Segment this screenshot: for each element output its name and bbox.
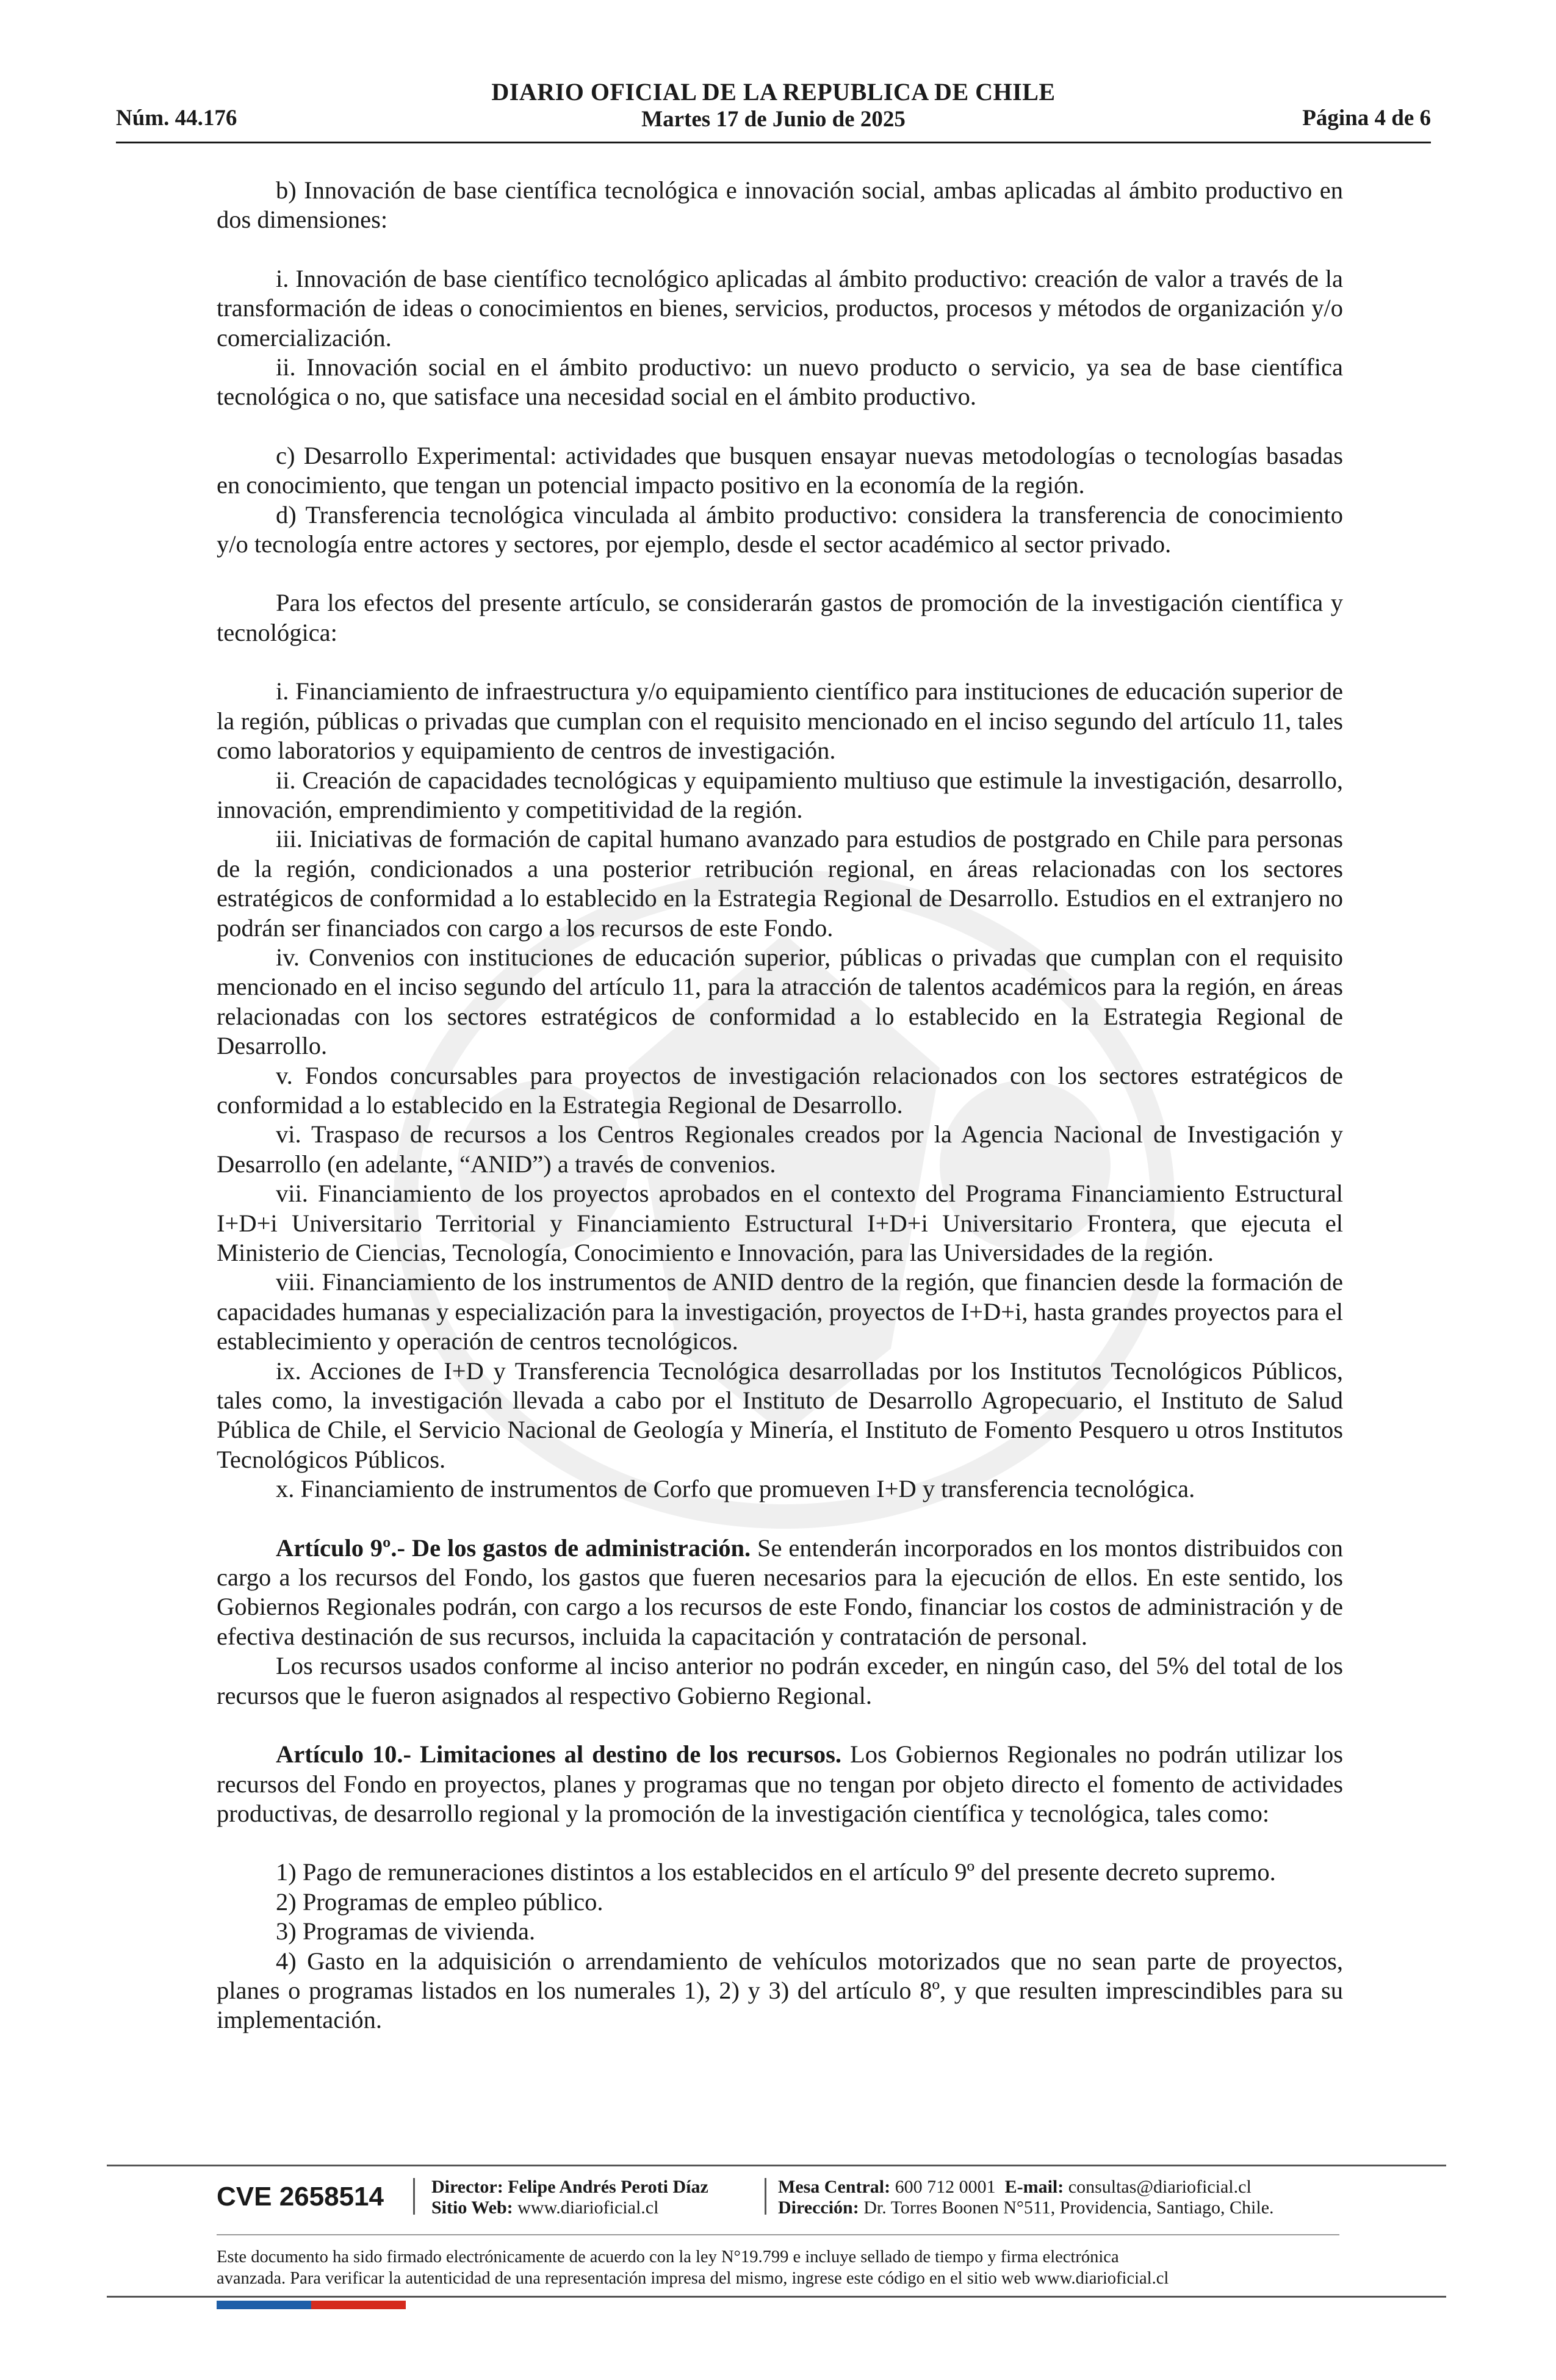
body-paragraph xyxy=(217,1179,1343,1268)
body-paragraph xyxy=(217,353,1343,412)
paragraph-text: vi. Traspaso de recursos a los Centros Regionales creados por la Agencia Nacional de Investigación y Desarrollo (en adelante, “ANID”) a través de convenios. xyxy=(217,1120,1343,1178)
footer-contact-column xyxy=(778,2177,1274,2218)
body-paragraph xyxy=(217,824,1343,943)
publication-date: Martes 17 de Junio de 2025 xyxy=(641,107,906,132)
masthead xyxy=(116,78,1431,133)
publication-title: DIARIO OFICIAL DE LA REPUBLICA DE CHILE xyxy=(491,78,1056,106)
paragraph-text: Para los efectos del presente artículo, se considerarán gastos de promoción de la investigación científica y tecnológica: xyxy=(217,589,1343,646)
body-paragraph xyxy=(217,943,1343,1061)
paragraph-text: Se entenderán incorporados en los montos distribuidos con cargo a los recursos del Fondo, los gastos que fueren necesarios para la ejecución de ellos. En este sentido, los Gobiernos Regionales podrán, con cargo a los recursos de este Fondo, financiar los costos de administración y de efectiva destinación de sus recursos, incluida la capacitación y contratación de personal. xyxy=(217,1534,1343,1650)
page-header xyxy=(116,78,1431,146)
paragraph-text: 4) Gasto en la adquisición o arrendamiento de vehículos motorizados que no sean parte de proyectos, planes o programas listados en los numerales 1), 2) y 3) del artículo 8º, y que resulten imprescindibles para su implementación. xyxy=(217,1947,1343,2034)
paragraph-text: 1) Pago de remuneraciones distintos a los establecidos en el artículo 9º del presente decreto supremo. xyxy=(276,1858,1276,1886)
footer-director-column xyxy=(431,2177,708,2218)
paragraph-text: i. Innovación de base científico tecnológico aplicadas al ámbito productivo: creación de valor a través de la transformación de ideas o conocimientos en bienes, servicios, productos, procesos y métodos de organización y/o comercialización. xyxy=(217,264,1343,352)
footer-divider-middle xyxy=(217,2234,1339,2235)
flag-stripe-blue xyxy=(217,2301,311,2309)
footer-divider-bottom xyxy=(107,2296,1446,2298)
document-body xyxy=(217,176,1343,2035)
body-paragraph xyxy=(217,264,1343,353)
page-number: Página 4 de 6 xyxy=(1302,106,1431,131)
paragraph-text: ii. Innovación social en el ámbito productivo: un nuevo producto o servicio, ya sea de base científica tecnológica o no, que satisface una necesidad social en el ámbito productivo. xyxy=(217,353,1343,411)
email-label: E-mail: xyxy=(1004,2177,1064,2197)
article-heading: Artículo 10.- Limitaciones al destino de los recursos. xyxy=(276,1740,842,1769)
article-paragraph xyxy=(217,1740,1343,1828)
body-paragraph xyxy=(217,1858,1343,1887)
body-paragraph xyxy=(217,1947,1343,2035)
paragraph-text: viii. Financiamiento de los instrumentos de ANID dentro de la región, que financien desde la formación de capacidades humanas y especialización para la investigación, proyectos de I+D+i, hasta grandes proyectos para el establecimiento y operación de centros tecnológicos. xyxy=(217,1268,1343,1355)
body-paragraph xyxy=(217,766,1343,825)
paragraph-text: vii. Financiamiento de los proyectos aprobados en el contexto del Programa Financiamiento Estructural I+D+i Universitario Territorial y Financiamiento Estructural I+D+i Universitario Frontera, que ejecuta el Ministerio de Ciencias, Tecnología, Conocimiento e Innovación, para las Universidades de la región. xyxy=(217,1180,1343,1266)
footer-separator xyxy=(413,2178,415,2215)
body-paragraph xyxy=(217,1357,1343,1475)
body-paragraph xyxy=(217,1888,1343,1917)
paragraph-text: b) Innovación de base científica tecnológica e innovación social, ambas aplicadas al ámbito productivo en dos dimensiones: xyxy=(217,176,1343,234)
director-label: Director: xyxy=(431,2177,503,2197)
paragraph-text: c) Desarrollo Experimental: actividades que busquen ensayar nuevas metodologías o tecnologías basadas en conocimiento, que tengan un potencial impacto positivo en la economía de la región. xyxy=(217,441,1343,499)
body-paragraph xyxy=(217,1120,1343,1179)
web-label: Sitio Web: xyxy=(431,2198,513,2218)
paragraph-text: 3) Programas de vivienda. xyxy=(276,1917,536,1945)
paragraph-text: iii. Iniciativas de formación de capital humano avanzado para estudios de postgrado en Chile para personas de la región, condicionados a una posterior retribución regional, en áreas relacionadas con los sectores estratégicos de conformidad a lo establecido en la Estrategia Regional de Desarrollo. Estudios en el extranjero no podrán ser financiados con cargo a los recursos de este Fondo. xyxy=(217,825,1343,942)
article-heading: Artículo 9º.- De los gastos de administración. xyxy=(276,1534,751,1562)
body-paragraph xyxy=(217,1474,1343,1504)
body-paragraph xyxy=(217,1651,1343,1711)
paragraph-text: d) Transferencia tecnológica vinculada al ámbito productivo: considera la transferencia de conocimiento y/o tecnología entre actores y sectores, por ejemplo, desde el sector académico al sector privado. xyxy=(217,500,1343,558)
legal-notice xyxy=(217,2246,1352,2289)
email-link[interactable]: consultas@diarioficial.cl xyxy=(1068,2177,1252,2197)
paragraph-text: Los recursos usados conforme al inciso anterior no podrán exceder, en ningún caso, del 5% del total de los recursos que le fueron asignados al respectivo Gobierno Regional. xyxy=(217,1652,1343,1709)
footer-info xyxy=(217,2176,1339,2218)
paragraph-text: i. Financiamiento de infraestructura y/o equipamiento científico para instituciones de educación superior de la región, públicas o privadas que cumplan con el requisito mencionado en el inciso segundo del artículo 11, tales como laboratorios y equipamiento de centros de investigación. xyxy=(217,677,1343,765)
address-value: Dr. Torres Boonen N°511, Providencia, Santiago, Chile. xyxy=(863,2198,1274,2218)
body-paragraph xyxy=(217,1061,1343,1120)
body-paragraph xyxy=(217,1917,1343,1946)
director-name: Felipe Andrés Peroti Díaz xyxy=(508,2177,708,2197)
legal-line: avanzada. Para verificar la autenticidad de una representación impresa del mismo, ingrese este código en el sitio web www.diarioficial.cl xyxy=(217,2269,1169,2288)
body-paragraph xyxy=(217,1268,1343,1356)
body-paragraph xyxy=(217,441,1343,500)
paragraph-text: ii. Creación de capacidades tecnológicas y equipamiento multiuso que estimule la investigación, desarrollo, innovación, emprendimiento y competitividad de la región. xyxy=(217,766,1343,823)
paragraph-text: 2) Programas de empleo público. xyxy=(276,1888,603,1916)
footer-divider-top xyxy=(107,2165,1446,2166)
paragraph-text: iv. Convenios con instituciones de educación superior, públicas o privadas que cumplan con el requisito mencionado en el inciso segundo del artículo 11, para la atracción de talentos académicos para la región, en áreas relacionadas con los sectores estratégicos de conformidad a lo establecido en la Estrategia Regional de Desarrollo. xyxy=(217,943,1343,1060)
footer-separator xyxy=(765,2178,766,2215)
article-paragraph xyxy=(217,1534,1343,1652)
legal-line: Este documento ha sido firmado electrónicamente de acuerdo con la ley N°19.799 e incluye sellado de tiempo y firma electrónica xyxy=(217,2248,1119,2266)
cve-code: CVE 2658514 xyxy=(217,2182,384,2212)
phone-value: 600 712 0001 xyxy=(895,2177,996,2197)
paragraph-text: x. Financiamiento de instrumentos de Corfo que promueven I+D y transferencia tecnológica. xyxy=(276,1475,1195,1503)
body-paragraph xyxy=(217,588,1343,647)
issue-number: Núm. 44.176 xyxy=(116,106,237,131)
flag-stripe-red xyxy=(311,2301,406,2309)
paragraph-text: ix. Acciones de I+D y Transferencia Tecnológica desarrolladas por los Institutos Tecnológicos Públicos, tales como, la investigación llevada a cabo por el Instituto de Desarrollo Agropecuario, el Instituto de Salud Pública de Chile, el Servicio Nacional de Geología y Minería, el Instituto de Fomento Pesquero u otros Institutos Tecnológicos Públicos. xyxy=(217,1357,1343,1473)
address-label: Dirección: xyxy=(778,2198,859,2218)
body-paragraph xyxy=(217,500,1343,560)
web-link[interactable]: www.diarioficial.cl xyxy=(517,2198,659,2218)
phone-label: Mesa Central: xyxy=(778,2177,891,2197)
paragraph-text: Los Gobiernos Regionales no podrán utilizar los recursos del Fondo en proyectos, planes y programas que no tengan por objeto directo el fomento de actividades productivas, de desarrollo regional y la promoción de la investigación científica y tecnológica, tales como: xyxy=(217,1740,1343,1827)
paragraph-text: v. Fondos concursables para proyectos de investigación relacionados con los sectores estratégicos de conformidad a lo establecido en la Estrategia Regional de Desarrollo. xyxy=(217,1061,1343,1119)
header-divider xyxy=(116,142,1431,143)
body-paragraph xyxy=(217,677,1343,765)
body-paragraph xyxy=(217,176,1343,235)
